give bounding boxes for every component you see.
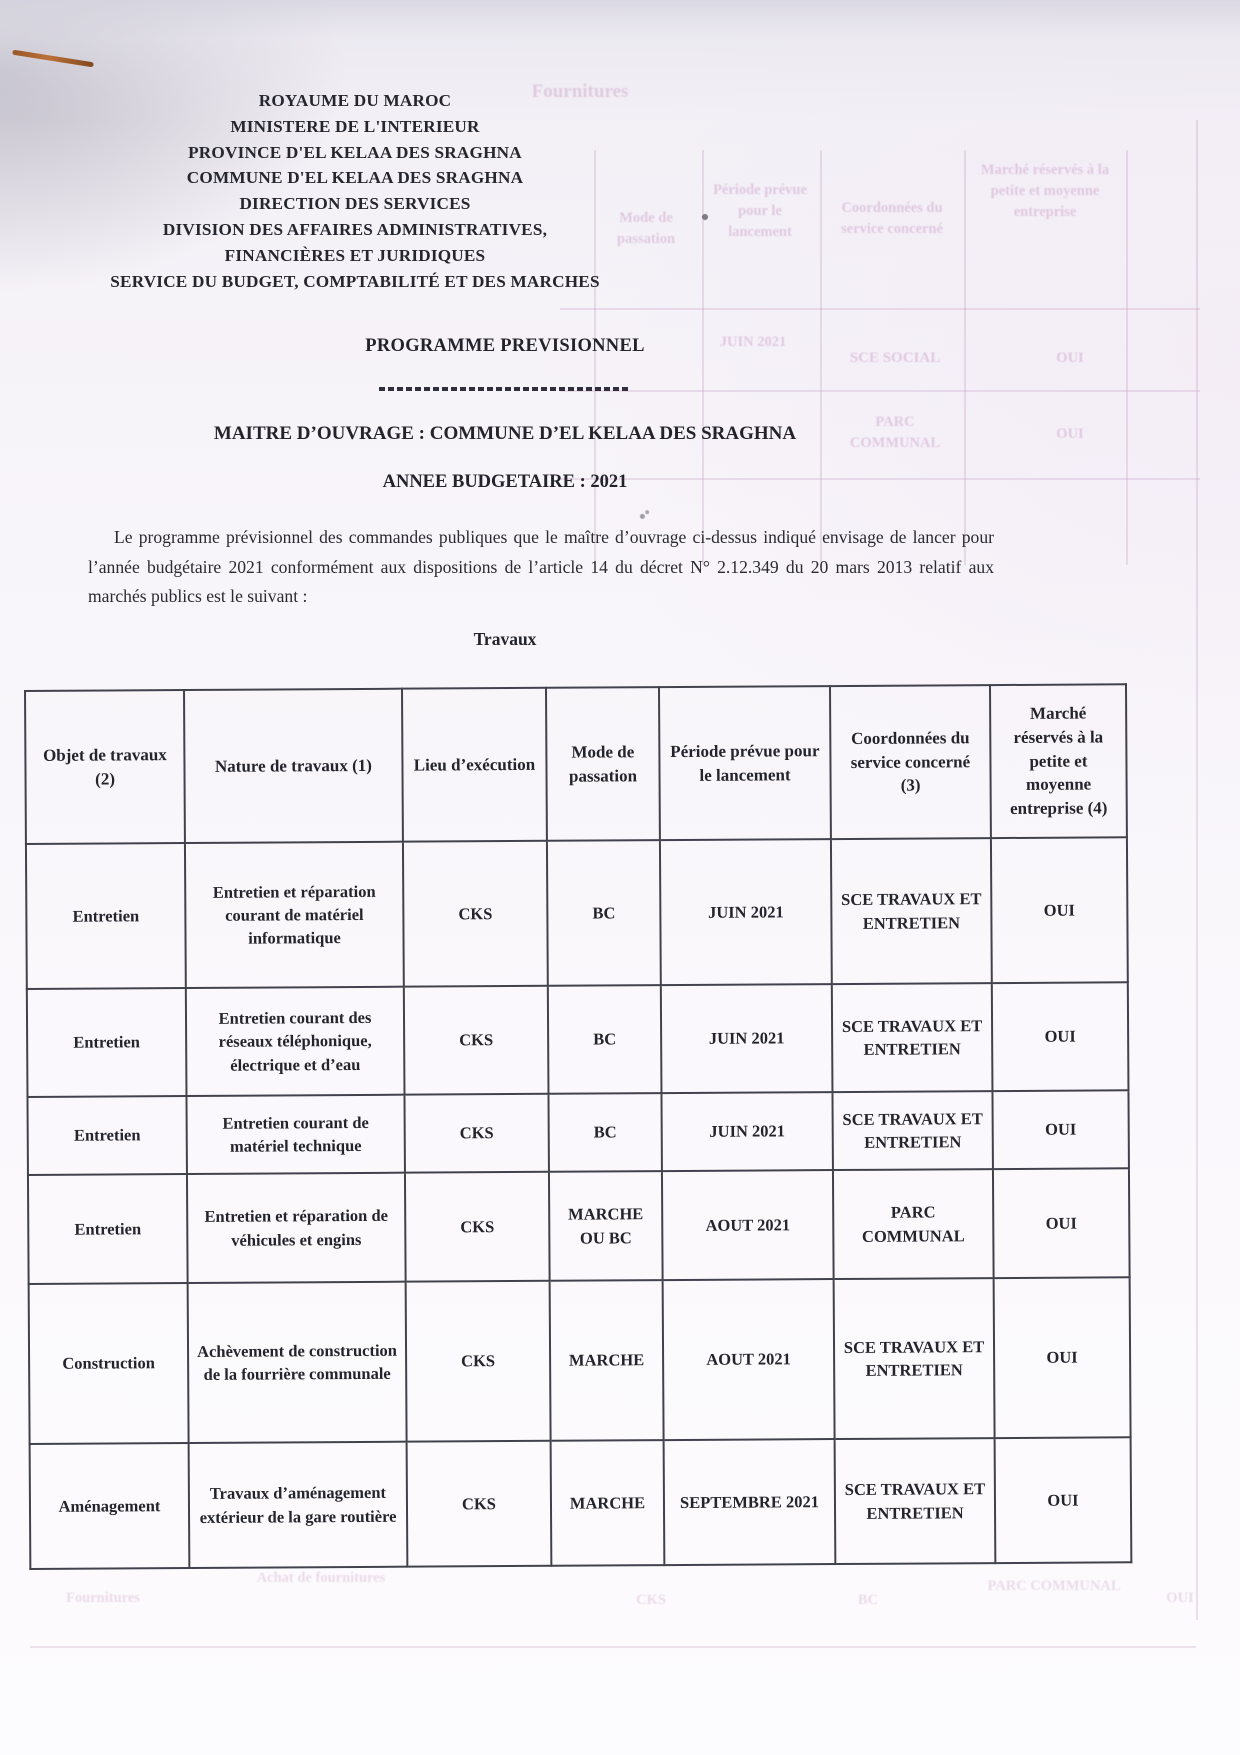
bleedthrough-text: PARC COMMUNAL: [987, 1578, 1121, 1594]
cell-pme: OUI: [995, 1437, 1132, 1563]
table-row: [27, 1090, 1128, 1175]
cell-mode: MARCHE: [550, 1280, 664, 1441]
letterhead-line: MINISTERE DE L'INTERIEUR: [230, 116, 480, 136]
column-header: Marché réservés à la petite et moyenne entreprise (4): [990, 684, 1127, 838]
works-table-wrapper: [24, 683, 1132, 1570]
table-header-row: [25, 684, 1127, 844]
cell-periode: AOUT 2021: [662, 1170, 834, 1280]
cell-objet: Entretien: [26, 843, 186, 989]
letterhead-line: FINANCIÈRES ET JURIDIQUES: [224, 245, 486, 265]
document-content: [30, 88, 994, 650]
cell-lieu: CKS: [407, 1441, 552, 1567]
cell-service: SCE TRAVAUX ET ENTRETIEN: [831, 838, 992, 984]
bleedthrough-text: Coordonnées du service concerné: [841, 200, 943, 238]
cell-periode: JUIN 2021: [660, 839, 832, 985]
cell-pme: OUI: [992, 982, 1129, 1091]
bleedthrough-text: Fournitures: [66, 1590, 140, 1606]
bleedthrough-text: CKS: [636, 1592, 666, 1608]
cell-mode: MARCHE: [551, 1440, 665, 1566]
cell-nature: Entretien et réparation courant de matériel informatique: [185, 842, 404, 988]
cell-nature: Entretien courant de matériel technique: [186, 1095, 404, 1174]
budget-year-title: ANNEE BUDGETAIRE : 2021: [382, 472, 628, 493]
column-header: Période prévue pour le lancement: [659, 686, 831, 840]
cell-pme: OUI: [993, 1168, 1130, 1278]
column-header: Mode de passation: [546, 687, 660, 841]
bleedthrough-text: OUI: [1166, 1590, 1194, 1606]
dashed-separator: [379, 387, 631, 391]
bleedthrough-text: OUI: [1056, 350, 1084, 366]
cell-lieu: CKS: [406, 1281, 551, 1442]
letterhead-line: DIVISION DES AFFAIRES ADMINISTRATIVES,: [162, 219, 548, 239]
cell-pme: OUI: [991, 837, 1128, 983]
cell-periode: JUIN 2021: [661, 1092, 832, 1171]
cell-objet: Entretien: [28, 1174, 188, 1284]
bleedthrough-text: Marché réservés à la petite et moyenne entreprise: [980, 162, 1110, 221]
table-row: [27, 982, 1129, 1097]
letterhead-line: COMMUNE D'EL KELAA DES SRAGHNA: [186, 168, 524, 188]
cell-mode: BC: [547, 840, 661, 986]
table-row: [28, 1168, 1130, 1284]
cell-service: SCE TRAVAUX ET ENTRETIEN: [835, 1438, 996, 1564]
cell-lieu: CKS: [403, 841, 548, 987]
cell-objet: Aménagement: [30, 1443, 190, 1569]
column-header: Nature de travaux (1): [184, 689, 403, 843]
cell-mode: MARCHE OU BC: [549, 1171, 663, 1281]
cell-nature: Achèvement de construction de la fourrière communale: [188, 1282, 407, 1443]
intro-paragraph: Le programme prévisionnel des commandes publiques que le maître d’ouvrage ci-dessus indiqué envisage de lancer pour l’année budgétaire 2021 conformément aux dispositions de l’article 14 du décret N° 2.12.349 du 20 mars 2013 relatif aux marchés publics est le suivant :: [88, 527, 994, 607]
section-title-travaux: Travaux: [473, 629, 537, 650]
document-title: PROGRAMME PREVISIONNEL: [365, 336, 645, 357]
bleedthrough-text: JUIN 2021: [719, 334, 787, 350]
cell-service: SCE TRAVAUX ET ENTRETIEN: [832, 1091, 992, 1170]
column-header: Coordonnées du service concerné (3): [830, 685, 991, 839]
cell-service: SCE TRAVAUX ET ENTRETIEN: [834, 1278, 995, 1439]
letterhead-line: SERVICE DU BUDGET, COMPTABILITÉ ET DES MARCHES: [110, 271, 600, 291]
cell-periode: SEPTEMBRE 2021: [664, 1439, 836, 1565]
bleedthrough-text: SCE SOCIAL: [849, 350, 941, 366]
cell-nature: Entretien et réparation de véhicules et engins: [187, 1173, 406, 1283]
cell-periode: AOUT 2021: [663, 1279, 835, 1440]
works-table: [24, 683, 1132, 1570]
bleedthrough-text: BC: [857, 1592, 879, 1608]
cell-objet: Entretien: [27, 1096, 186, 1175]
pen-mark: [12, 50, 94, 68]
table-row: [26, 837, 1128, 989]
bleedthrough-text: Mode de passation: [616, 210, 676, 248]
cell-pme: OUI: [994, 1277, 1131, 1438]
cell-nature: Entretien courant des réseaux téléphonique, électrique et d’eau: [186, 987, 405, 1096]
table-row: [30, 1437, 1132, 1569]
bleedthrough-text: Achat de fournitures: [256, 1570, 386, 1586]
cell-mode: BC: [548, 985, 662, 1094]
cell-lieu: CKS: [404, 986, 549, 1095]
cell-service: PARC COMMUNAL: [833, 1169, 994, 1279]
cell-periode: JUIN 2021: [661, 984, 833, 1093]
cell-service: SCE TRAVAUX ET ENTRETIEN: [832, 983, 993, 1092]
cell-objet: Entretien: [27, 988, 187, 1097]
letterhead-line: PROVINCE D'EL KELAA DES SRAGHNA: [188, 142, 522, 162]
letterhead: [55, 88, 655, 294]
column-header: Objet de travaux (2): [25, 690, 185, 844]
cell-pme: OUI: [992, 1090, 1128, 1169]
cell-lieu: CKS: [404, 1094, 548, 1173]
bleedthrough-text: Période prévue pour le lancement: [713, 182, 807, 241]
letterhead-line: ROYAUME DU MAROC: [258, 91, 452, 110]
table-row: [29, 1277, 1131, 1444]
cell-objet: Construction: [29, 1283, 189, 1444]
cell-mode: BC: [548, 1093, 661, 1172]
bleedthrough-text: PARC COMMUNAL: [849, 414, 941, 452]
bleedthrough-text: OUI: [1056, 426, 1084, 442]
letterhead-line: DIRECTION DES SERVICES: [239, 194, 471, 214]
bleedthrough-text: Fournitures: [531, 81, 629, 102]
cell-nature: Travaux d’aménagement extérieur de la gare routière: [189, 1442, 408, 1568]
cell-lieu: CKS: [405, 1172, 550, 1282]
project-owner-title: MAITRE D’OUVRAGE : COMMUNE D’EL KELAA DES SRAGHNA: [213, 423, 797, 445]
column-header: Lieu d’exécution: [402, 688, 547, 842]
